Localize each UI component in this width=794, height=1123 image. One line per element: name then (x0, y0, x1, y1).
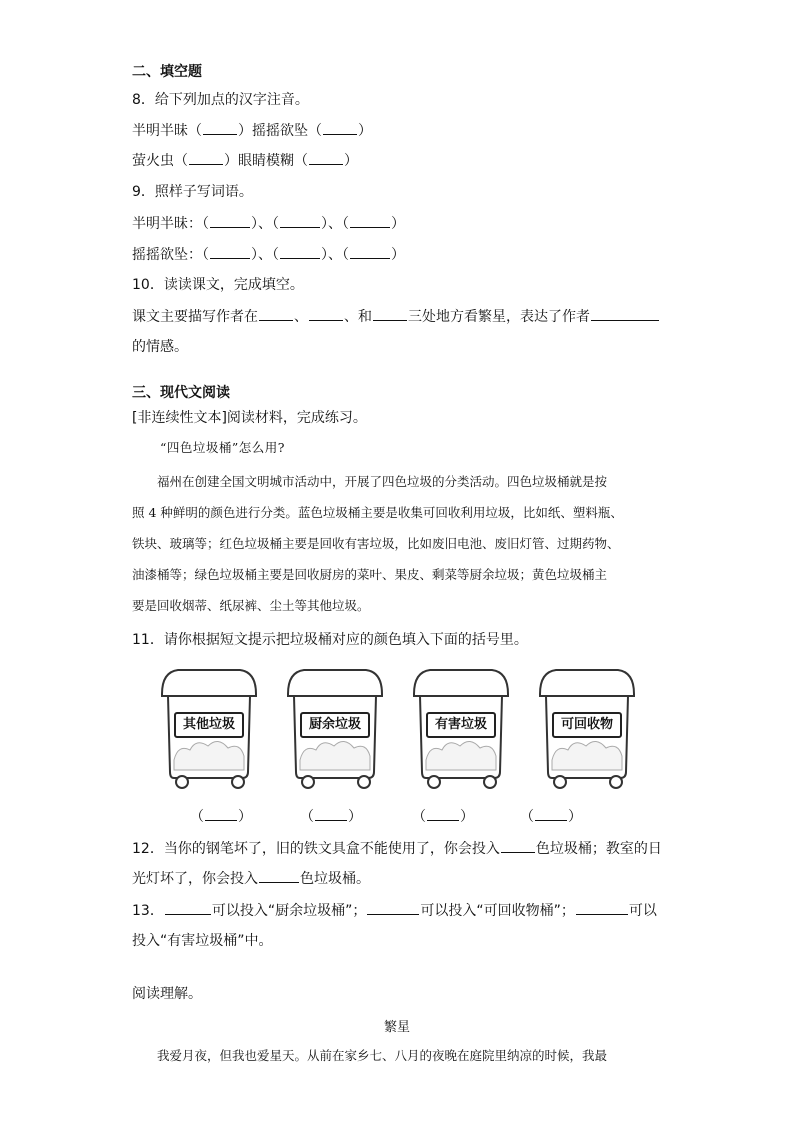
answer-blank[interactable] (373, 306, 407, 321)
reading-title: 繁星 (383, 1020, 410, 1035)
q8-word-yaoyaoyuzhui: ）摇摇欲坠（ (238, 123, 322, 139)
answer-blank[interactable] (280, 213, 320, 228)
bin-label: 厨余垃圾 (300, 712, 370, 738)
q12-row2 (132, 868, 370, 889)
answer-blank[interactable] (189, 150, 223, 165)
answer-blank[interactable] (205, 806, 237, 821)
q10-stem: 10．读读课文，完成填空。 (132, 277, 304, 293)
q13-row2: 投入“有害垃圾桶”中。 (132, 933, 273, 949)
answer-blank[interactable] (501, 838, 535, 853)
paren-close: ） (348, 809, 362, 825)
q13-text: 可以 (628, 903, 657, 919)
q12-text: 12．当你的钢笔坏了，旧的铁文具盒不能使用了，你会投入 (132, 841, 500, 857)
q9-label-1: 半明半昧： (132, 216, 202, 232)
answer-blank[interactable] (591, 306, 659, 321)
q8-row2 (132, 150, 358, 171)
separator: 、 (258, 247, 272, 263)
q8-word-yanjingmohu: ）眼睛模糊（ (224, 153, 308, 169)
q8-word-banmingbanmei: 半明半昧（ (132, 123, 202, 139)
paren-close: ） (238, 809, 252, 825)
article-title: “四色垃圾桶”怎么用? (160, 440, 285, 455)
q10-text: 课文主要描写作者在 (132, 309, 258, 325)
q8-row1 (132, 120, 372, 141)
paren-close: ） (321, 247, 328, 263)
q13-text: 可以投入“厨余垃圾桶”； (211, 903, 367, 919)
trash-bin-other (158, 664, 258, 794)
paren-open: （ (272, 247, 279, 263)
bin-answer-1 (190, 806, 252, 827)
q13-text: 可以投入“可回收物桶”； (420, 903, 575, 919)
article-line: 油漆桶等；绿色垃圾桶主要是回收厨房的菜叶、果皮、剩菜等厨余垃圾；黄色垃圾桶主 (132, 567, 608, 582)
q13-number: 13． (132, 903, 164, 919)
separator: 、 (258, 216, 272, 232)
paren-close: ） (251, 216, 258, 232)
answer-blank[interactable] (535, 806, 567, 821)
bin-answer-4 (520, 806, 582, 827)
reading-heading: 阅读理解。 (132, 986, 202, 1002)
answer-blank[interactable] (259, 306, 293, 321)
paren-open: （ (342, 216, 349, 232)
answer-blank[interactable] (367, 900, 419, 915)
q10-row2: 的情感。 (132, 339, 188, 355)
answer-blank[interactable] (165, 900, 211, 915)
q10-row1 (132, 306, 660, 327)
section-heading-fill-blank: 二、填空题 (132, 64, 202, 80)
paren-open: （ (272, 216, 279, 232)
paren-open: （ (202, 216, 209, 232)
answer-blank[interactable] (350, 213, 390, 228)
paren-close: ） (251, 247, 258, 263)
q11-stem: 11．请你根据短文提示把垃圾桶对应的颜色填入下面的括号里。 (132, 632, 528, 648)
q12-row1 (132, 838, 662, 859)
answer-blank[interactable] (210, 244, 250, 259)
paren-open: （ (342, 247, 349, 263)
q9-row2 (132, 244, 405, 265)
answer-blank[interactable] (427, 806, 459, 821)
article-body (132, 466, 660, 621)
answer-blank[interactable] (210, 213, 250, 228)
paren-open: （ (190, 809, 204, 825)
answer-blank[interactable] (309, 306, 343, 321)
answer-blank[interactable] (350, 244, 390, 259)
q12-text: 色垃圾桶。 (300, 871, 370, 887)
paren-close: ） (391, 216, 405, 232)
bin-label: 有害垃圾 (426, 712, 496, 738)
trash-bin-recyclable (536, 664, 636, 794)
answer-blank[interactable] (323, 120, 357, 135)
article-line: 铁块、玻璃等；红色垃圾桶主要是回收有害垃圾，比如废旧电池、废旧灯管、过期药物、 (132, 536, 620, 551)
q9-row1 (132, 213, 405, 234)
separator: 、 (328, 247, 342, 263)
trash-bin-hazardous (410, 664, 510, 794)
paren-open: （ (412, 809, 426, 825)
article-line: 照 4 种鲜明的颜色进行分类。蓝色垃圾桶主要是收集可回收利用垃圾，比如纸、塑料瓶、 (132, 505, 623, 520)
reading-line: 我爱月夜，但我也爱星天。从前在家乡七、八月的夜晚在庭院里纳凉的时候，我最 (157, 1048, 608, 1063)
q12-text: 光灯坏了，你会投入 (132, 871, 258, 887)
paren-open: （ (202, 247, 209, 263)
bin-label: 可回收物 (552, 712, 622, 738)
paren-close: ） (568, 809, 582, 825)
bin-answer-3 (412, 806, 474, 827)
article-line: 福州在创建全国文明城市活动中，开展了四色垃圾的分类活动。四色垃圾桶就是按 (157, 474, 608, 489)
paren-close: ） (391, 247, 405, 263)
paren-close: ） (344, 153, 358, 169)
separator: 、 (344, 309, 358, 325)
answer-blank[interactable] (203, 120, 237, 135)
answer-blank[interactable] (315, 806, 347, 821)
q12-text: 色垃圾桶；教室的日 (535, 841, 662, 857)
q9-stem: 9．照样子写词语。 (132, 184, 253, 200)
q13-row1 (132, 900, 657, 921)
q8-stem: 8．给下列加点的汉字注音。 (132, 92, 309, 108)
paren-close: ） (358, 123, 372, 139)
paren-open: （ (520, 809, 534, 825)
trash-bins-illustration (150, 664, 650, 794)
reading-body (132, 1040, 660, 1071)
article-line: 要是回收烟蒂、纸尿裤、尘土等其他垃圾。 (132, 598, 370, 613)
bin-label: 其他垃圾 (174, 712, 244, 738)
answer-blank[interactable] (309, 150, 343, 165)
q8-word-yinghuochong: 萤火虫（ (132, 153, 188, 169)
separator: 、 (328, 216, 342, 232)
bin-answer-2 (300, 806, 362, 827)
section3-intro: [非连续性文本]阅读材料，完成练习。 (132, 410, 367, 426)
answer-blank[interactable] (259, 868, 299, 883)
paren-close: ） (460, 809, 474, 825)
q10-and: 和 (358, 309, 372, 325)
paren-open: （ (300, 809, 314, 825)
trash-bin-kitchen (284, 664, 384, 794)
paren-close: ） (321, 216, 328, 232)
answer-blank[interactable] (280, 244, 320, 259)
answer-blank[interactable] (576, 900, 628, 915)
q10-text: 三处地方看繁星，表达了作者 (408, 309, 590, 325)
section-heading-reading: 三、现代文阅读 (132, 385, 230, 401)
q9-label-2: 摇摇欲坠： (132, 247, 202, 263)
separator: 、 (294, 309, 308, 325)
